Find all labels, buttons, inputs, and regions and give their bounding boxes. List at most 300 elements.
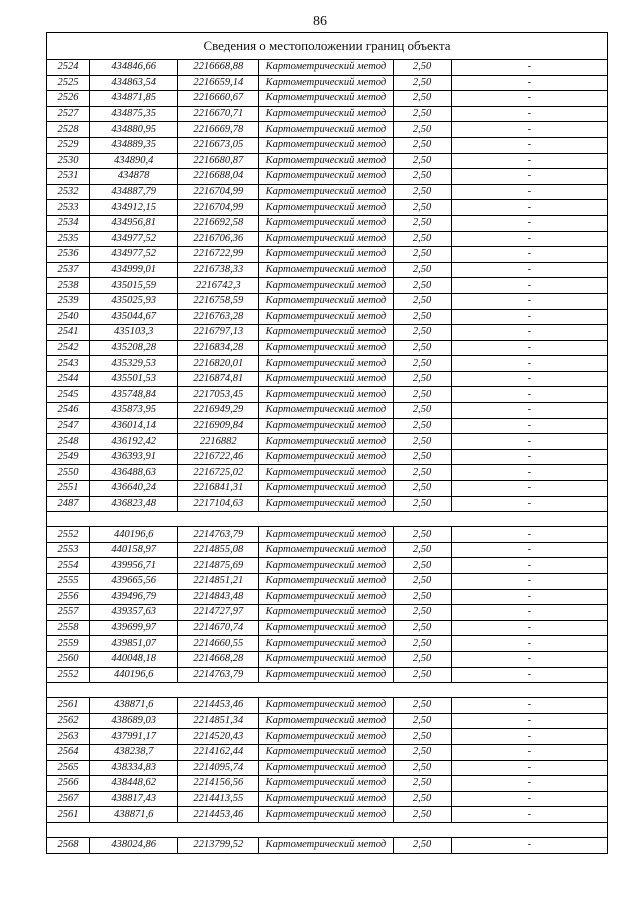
- point-number-cell: 2566: [47, 776, 90, 792]
- table-row: [47, 434, 608, 450]
- description-cell: -: [451, 837, 607, 853]
- point-number-cell: 2536: [47, 247, 90, 263]
- x-coordinate-cell: 434912,15: [90, 200, 178, 216]
- description-cell: -: [451, 791, 607, 807]
- table-row: [47, 542, 608, 558]
- y-coordinate-cell: 2216669,78: [178, 122, 259, 138]
- table-row: [47, 75, 608, 91]
- y-coordinate-cell: 2214668,28: [178, 651, 259, 667]
- x-coordinate-cell: 434878: [90, 169, 178, 185]
- method-cell: Картометрический метод: [259, 837, 393, 853]
- point-number-cell: 2532: [47, 184, 90, 200]
- table-row: [47, 169, 608, 185]
- y-coordinate-cell: 2216670,71: [178, 106, 259, 122]
- point-number-cell: 2535: [47, 231, 90, 247]
- method-cell: Картометрический метод: [259, 106, 393, 122]
- point-number-cell: 2563: [47, 729, 90, 745]
- method-cell: Картометрический метод: [259, 137, 393, 153]
- point-number-cell: 2541: [47, 325, 90, 341]
- point-number-cell: 2552: [47, 667, 90, 683]
- method-cell: Картометрический метод: [259, 776, 393, 792]
- y-coordinate-cell: 2214520,43: [178, 729, 259, 745]
- method-cell: Картометрический метод: [259, 589, 393, 605]
- accuracy-cell: 2,50: [393, 496, 451, 512]
- y-coordinate-cell: 2216688,04: [178, 169, 259, 185]
- method-cell: Картометрический метод: [259, 667, 393, 683]
- point-number-cell: 2549: [47, 449, 90, 465]
- table-row: [47, 184, 608, 200]
- table-row: [47, 91, 608, 107]
- method-cell: Картометрический метод: [259, 262, 393, 278]
- table-row: [47, 481, 608, 497]
- description-cell: -: [451, 122, 607, 138]
- y-coordinate-cell: 2214453,46: [178, 698, 259, 714]
- table-row: [47, 309, 608, 325]
- y-coordinate-cell: 2214763,79: [178, 667, 259, 683]
- method-cell: Картометрический метод: [259, 620, 393, 636]
- x-coordinate-cell: 439357,63: [90, 605, 178, 621]
- method-cell: Картометрический метод: [259, 340, 393, 356]
- group-separator-row: [47, 512, 608, 527]
- table-row: [47, 356, 608, 372]
- x-coordinate-cell: 436192,42: [90, 434, 178, 450]
- description-cell: -: [451, 636, 607, 652]
- table-row: [47, 293, 608, 309]
- description-cell: -: [451, 558, 607, 574]
- method-cell: Картометрический метод: [259, 449, 393, 465]
- y-coordinate-cell: 2214413,55: [178, 791, 259, 807]
- x-coordinate-cell: 435103,3: [90, 325, 178, 341]
- table-row: [47, 713, 608, 729]
- accuracy-cell: 2,50: [393, 527, 451, 543]
- accuracy-cell: 2,50: [393, 403, 451, 419]
- table-row: [47, 589, 608, 605]
- point-number-cell: 2561: [47, 807, 90, 823]
- x-coordinate-cell: 435501,53: [90, 371, 178, 387]
- description-cell: -: [451, 605, 607, 621]
- x-coordinate-cell: 436823,48: [90, 496, 178, 512]
- y-coordinate-cell: 2216704,99: [178, 184, 259, 200]
- point-number-cell: 2527: [47, 106, 90, 122]
- separator-cell: [47, 683, 608, 698]
- accuracy-cell: 2,50: [393, 137, 451, 153]
- y-coordinate-cell: 2214727,97: [178, 605, 259, 621]
- point-number-cell: 2561: [47, 698, 90, 714]
- table-row: [47, 837, 608, 853]
- method-cell: Картометрический метод: [259, 231, 393, 247]
- y-coordinate-cell: 2216692,58: [178, 215, 259, 231]
- accuracy-cell: 2,50: [393, 60, 451, 76]
- description-cell: -: [451, 184, 607, 200]
- method-cell: Картометрический метод: [259, 481, 393, 497]
- x-coordinate-cell: 434871,85: [90, 91, 178, 107]
- y-coordinate-cell: 2216673,05: [178, 137, 259, 153]
- x-coordinate-cell: 434863,54: [90, 75, 178, 91]
- method-cell: Картометрический метод: [259, 184, 393, 200]
- separator-cell: [47, 822, 608, 837]
- y-coordinate-cell: 2216841,31: [178, 481, 259, 497]
- table-row: [47, 60, 608, 76]
- point-number-cell: 2534: [47, 215, 90, 231]
- point-number-cell: 2565: [47, 760, 90, 776]
- x-coordinate-cell: 440196,6: [90, 667, 178, 683]
- table-row: [47, 325, 608, 341]
- description-cell: -: [451, 744, 607, 760]
- accuracy-cell: 2,50: [393, 215, 451, 231]
- accuracy-cell: 2,50: [393, 558, 451, 574]
- y-coordinate-cell: 2216738,33: [178, 262, 259, 278]
- description-cell: -: [451, 153, 607, 169]
- x-coordinate-cell: 434846,66: [90, 60, 178, 76]
- description-cell: -: [451, 215, 607, 231]
- description-cell: -: [451, 729, 607, 745]
- table-row: [47, 137, 608, 153]
- table-row: [47, 574, 608, 590]
- x-coordinate-cell: 434880,95: [90, 122, 178, 138]
- x-coordinate-cell: 439665,56: [90, 574, 178, 590]
- x-coordinate-cell: 439956,71: [90, 558, 178, 574]
- y-coordinate-cell: 2214875,69: [178, 558, 259, 574]
- y-coordinate-cell: 2216763,28: [178, 309, 259, 325]
- point-number-cell: 2539: [47, 293, 90, 309]
- table-row: [47, 278, 608, 294]
- point-number-cell: 2552: [47, 527, 90, 543]
- table-row: [47, 122, 608, 138]
- description-cell: -: [451, 356, 607, 372]
- table-row: [47, 418, 608, 434]
- x-coordinate-cell: 434887,79: [90, 184, 178, 200]
- table-row: [47, 371, 608, 387]
- accuracy-cell: 2,50: [393, 605, 451, 621]
- method-cell: Картометрический метод: [259, 729, 393, 745]
- method-cell: Картометрический метод: [259, 371, 393, 387]
- accuracy-cell: 2,50: [393, 698, 451, 714]
- description-cell: -: [451, 293, 607, 309]
- x-coordinate-cell: 435025,93: [90, 293, 178, 309]
- accuracy-cell: 2,50: [393, 667, 451, 683]
- x-coordinate-cell: 440048,18: [90, 651, 178, 667]
- y-coordinate-cell: 2216882: [178, 434, 259, 450]
- point-number-cell: 2533: [47, 200, 90, 216]
- y-coordinate-cell: 2216725,02: [178, 465, 259, 481]
- table-row: [47, 791, 608, 807]
- y-coordinate-cell: 2216706,36: [178, 231, 259, 247]
- page-number: 86: [313, 14, 327, 29]
- group-separator-row: [47, 822, 608, 837]
- method-cell: Картометрический метод: [259, 574, 393, 590]
- accuracy-cell: 2,50: [393, 760, 451, 776]
- point-number-cell: 2537: [47, 262, 90, 278]
- x-coordinate-cell: 436393,91: [90, 449, 178, 465]
- point-number-cell: 2562: [47, 713, 90, 729]
- x-coordinate-cell: 438238,7: [90, 744, 178, 760]
- y-coordinate-cell: 2213799,52: [178, 837, 259, 853]
- x-coordinate-cell: 434875,35: [90, 106, 178, 122]
- table-row: [47, 200, 608, 216]
- accuracy-cell: 2,50: [393, 542, 451, 558]
- boundary-table-container: [46, 32, 608, 854]
- point-number-cell: 2540: [47, 309, 90, 325]
- y-coordinate-cell: 2214855,08: [178, 542, 259, 558]
- y-coordinate-cell: 2216668,88: [178, 60, 259, 76]
- description-cell: -: [451, 667, 607, 683]
- x-coordinate-cell: 439496,79: [90, 589, 178, 605]
- x-coordinate-cell: 440196,6: [90, 527, 178, 543]
- accuracy-cell: 2,50: [393, 636, 451, 652]
- point-number-cell: 2556: [47, 589, 90, 605]
- accuracy-cell: 2,50: [393, 620, 451, 636]
- accuracy-cell: 2,50: [393, 729, 451, 745]
- description-cell: -: [451, 418, 607, 434]
- table-row: [47, 698, 608, 714]
- point-number-cell: 2528: [47, 122, 90, 138]
- point-number-cell: 2544: [47, 371, 90, 387]
- accuracy-cell: 2,50: [393, 231, 451, 247]
- description-cell: -: [451, 262, 607, 278]
- x-coordinate-cell: 435748,84: [90, 387, 178, 403]
- table-row: [47, 215, 608, 231]
- method-cell: Картометрический метод: [259, 713, 393, 729]
- method-cell: Картометрический метод: [259, 153, 393, 169]
- description-cell: -: [451, 776, 607, 792]
- point-number-cell: 2568: [47, 837, 90, 853]
- description-cell: -: [451, 574, 607, 590]
- point-number-cell: 2564: [47, 744, 90, 760]
- point-number-cell: 2545: [47, 387, 90, 403]
- description-cell: -: [451, 698, 607, 714]
- x-coordinate-cell: 438817,43: [90, 791, 178, 807]
- y-coordinate-cell: 2216742,3: [178, 278, 259, 294]
- table-row: [47, 496, 608, 512]
- accuracy-cell: 2,50: [393, 122, 451, 138]
- method-cell: Картометрический метод: [259, 200, 393, 216]
- description-cell: -: [451, 496, 607, 512]
- description-cell: -: [451, 481, 607, 497]
- method-cell: Картометрический метод: [259, 760, 393, 776]
- table-row: [47, 403, 608, 419]
- description-cell: -: [451, 325, 607, 341]
- point-number-cell: 2538: [47, 278, 90, 294]
- accuracy-cell: 2,50: [393, 387, 451, 403]
- table-row: [47, 620, 608, 636]
- point-number-cell: 2560: [47, 651, 90, 667]
- y-coordinate-cell: 2214851,21: [178, 574, 259, 590]
- table-row: [47, 744, 608, 760]
- point-number-cell: 2525: [47, 75, 90, 91]
- description-cell: -: [451, 247, 607, 263]
- method-cell: Картометрический метод: [259, 122, 393, 138]
- description-cell: -: [451, 542, 607, 558]
- method-cell: Картометрический метод: [259, 403, 393, 419]
- y-coordinate-cell: 2216874,81: [178, 371, 259, 387]
- method-cell: Картометрический метод: [259, 791, 393, 807]
- method-cell: Картометрический метод: [259, 169, 393, 185]
- accuracy-cell: 2,50: [393, 418, 451, 434]
- y-coordinate-cell: 2214660,55: [178, 636, 259, 652]
- table-row: [47, 231, 608, 247]
- table-row: [47, 340, 608, 356]
- point-number-cell: 2547: [47, 418, 90, 434]
- method-cell: Картометрический метод: [259, 527, 393, 543]
- accuracy-cell: 2,50: [393, 293, 451, 309]
- description-cell: -: [451, 713, 607, 729]
- description-cell: -: [451, 371, 607, 387]
- table-row: [47, 449, 608, 465]
- description-cell: -: [451, 449, 607, 465]
- accuracy-cell: 2,50: [393, 371, 451, 387]
- accuracy-cell: 2,50: [393, 791, 451, 807]
- table-row: [47, 106, 608, 122]
- y-coordinate-cell: 2216722,46: [178, 449, 259, 465]
- description-cell: -: [451, 589, 607, 605]
- accuracy-cell: 2,50: [393, 169, 451, 185]
- table-row: [47, 605, 608, 621]
- description-cell: -: [451, 760, 607, 776]
- point-number-cell: 2526: [47, 91, 90, 107]
- y-coordinate-cell: 2217053,45: [178, 387, 259, 403]
- accuracy-cell: 2,50: [393, 75, 451, 91]
- x-coordinate-cell: 434977,52: [90, 231, 178, 247]
- method-cell: Картометрический метод: [259, 387, 393, 403]
- table-row: [47, 465, 608, 481]
- y-coordinate-cell: 2216660,67: [178, 91, 259, 107]
- y-coordinate-cell: 2216909,84: [178, 418, 259, 434]
- accuracy-cell: 2,50: [393, 340, 451, 356]
- accuracy-cell: 2,50: [393, 434, 451, 450]
- table-title-row: [47, 33, 608, 60]
- table-row: [47, 387, 608, 403]
- description-cell: -: [451, 620, 607, 636]
- point-number-cell: 2554: [47, 558, 90, 574]
- x-coordinate-cell: 437991,17: [90, 729, 178, 745]
- description-cell: -: [451, 527, 607, 543]
- table-row: [47, 776, 608, 792]
- table-row: [47, 636, 608, 652]
- y-coordinate-cell: 2214851,34: [178, 713, 259, 729]
- x-coordinate-cell: 438334,83: [90, 760, 178, 776]
- x-coordinate-cell: 438448,62: [90, 776, 178, 792]
- method-cell: Картометрический метод: [259, 293, 393, 309]
- table-row: [47, 651, 608, 667]
- accuracy-cell: 2,50: [393, 153, 451, 169]
- point-number-cell: 2546: [47, 403, 90, 419]
- point-number-cell: 2542: [47, 340, 90, 356]
- x-coordinate-cell: 434999,01: [90, 262, 178, 278]
- y-coordinate-cell: 2216680,87: [178, 153, 259, 169]
- accuracy-cell: 2,50: [393, 278, 451, 294]
- y-coordinate-cell: 2216797,13: [178, 325, 259, 341]
- point-number-cell: 2553: [47, 542, 90, 558]
- x-coordinate-cell: 436488,63: [90, 465, 178, 481]
- description-cell: -: [451, 231, 607, 247]
- description-cell: -: [451, 434, 607, 450]
- y-coordinate-cell: 2216659,14: [178, 75, 259, 91]
- accuracy-cell: 2,50: [393, 106, 451, 122]
- x-coordinate-cell: 438871,6: [90, 807, 178, 823]
- description-cell: -: [451, 807, 607, 823]
- y-coordinate-cell: 2217104,63: [178, 496, 259, 512]
- accuracy-cell: 2,50: [393, 713, 451, 729]
- description-cell: -: [451, 106, 607, 122]
- point-number-cell: 2543: [47, 356, 90, 372]
- x-coordinate-cell: 439699,97: [90, 620, 178, 636]
- y-coordinate-cell: 2214162,44: [178, 744, 259, 760]
- accuracy-cell: 2,50: [393, 449, 451, 465]
- method-cell: Картометрический метод: [259, 91, 393, 107]
- x-coordinate-cell: 440158,97: [90, 542, 178, 558]
- point-number-cell: 2524: [47, 60, 90, 76]
- y-coordinate-cell: 2216820,01: [178, 356, 259, 372]
- point-number-cell: 2551: [47, 481, 90, 497]
- point-number-cell: 2557: [47, 605, 90, 621]
- y-coordinate-cell: 2216758,59: [178, 293, 259, 309]
- accuracy-cell: 2,50: [393, 247, 451, 263]
- x-coordinate-cell: 436014,14: [90, 418, 178, 434]
- description-cell: -: [451, 60, 607, 76]
- method-cell: Картометрический метод: [259, 744, 393, 760]
- description-cell: -: [451, 309, 607, 325]
- y-coordinate-cell: 2216834,28: [178, 340, 259, 356]
- table-row: [47, 760, 608, 776]
- x-coordinate-cell: 434977,52: [90, 247, 178, 263]
- description-cell: -: [451, 200, 607, 216]
- separator-cell: [47, 512, 608, 527]
- accuracy-cell: 2,50: [393, 807, 451, 823]
- accuracy-cell: 2,50: [393, 184, 451, 200]
- x-coordinate-cell: 434889,35: [90, 137, 178, 153]
- boundary-coordinates-table: [46, 32, 608, 854]
- method-cell: Картометрический метод: [259, 75, 393, 91]
- description-cell: -: [451, 651, 607, 667]
- y-coordinate-cell: 2214763,79: [178, 527, 259, 543]
- method-cell: Картометрический метод: [259, 434, 393, 450]
- y-coordinate-cell: 2214095,74: [178, 760, 259, 776]
- table-row: [47, 729, 608, 745]
- table-row: [47, 247, 608, 263]
- accuracy-cell: 2,50: [393, 589, 451, 605]
- method-cell: Картометрический метод: [259, 651, 393, 667]
- x-coordinate-cell: 435015,59: [90, 278, 178, 294]
- accuracy-cell: 2,50: [393, 325, 451, 341]
- x-coordinate-cell: 438024,86: [90, 837, 178, 853]
- description-cell: -: [451, 137, 607, 153]
- table-title: Сведения о местоположении границ объекта: [47, 33, 608, 60]
- method-cell: Картометрический метод: [259, 60, 393, 76]
- y-coordinate-cell: 2214156,56: [178, 776, 259, 792]
- method-cell: Картометрический метод: [259, 309, 393, 325]
- method-cell: Картометрический метод: [259, 278, 393, 294]
- description-cell: -: [451, 91, 607, 107]
- point-number-cell: 2530: [47, 153, 90, 169]
- method-cell: Картометрический метод: [259, 325, 393, 341]
- x-coordinate-cell: 435044,67: [90, 309, 178, 325]
- point-number-cell: 2558: [47, 620, 90, 636]
- x-coordinate-cell: 435329,53: [90, 356, 178, 372]
- accuracy-cell: 2,50: [393, 91, 451, 107]
- table-row: [47, 262, 608, 278]
- x-coordinate-cell: 435873,95: [90, 403, 178, 419]
- x-coordinate-cell: 435208,28: [90, 340, 178, 356]
- accuracy-cell: 2,50: [393, 776, 451, 792]
- accuracy-cell: 2,50: [393, 200, 451, 216]
- method-cell: Картометрический метод: [259, 698, 393, 714]
- point-number-cell: 2559: [47, 636, 90, 652]
- x-coordinate-cell: 439851,07: [90, 636, 178, 652]
- x-coordinate-cell: 434890,4: [90, 153, 178, 169]
- y-coordinate-cell: 2214843,48: [178, 589, 259, 605]
- table-row: [47, 527, 608, 543]
- method-cell: Картометрический метод: [259, 418, 393, 434]
